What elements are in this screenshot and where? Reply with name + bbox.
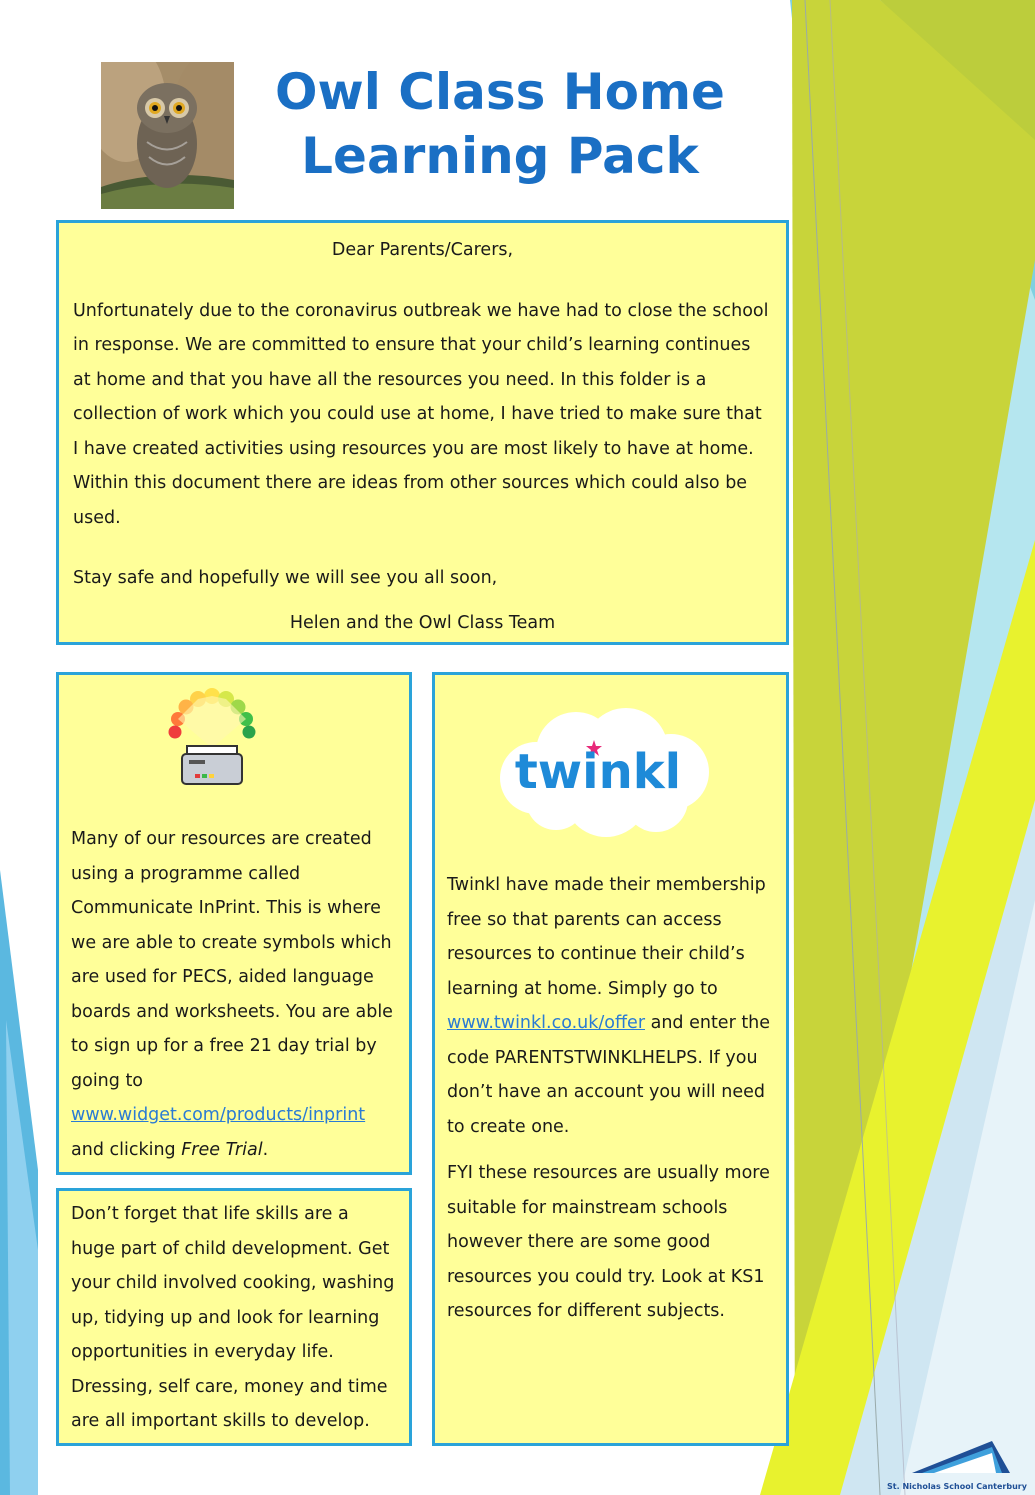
letter-panel [56, 220, 789, 645]
inprint-end: . [262, 1139, 269, 1160]
twinkl-fyi: FYI these resources are usually more suitable for mainstream schools however there are some good resources you could try. Look at KS1 resources for different subjects. [447, 1163, 770, 1321]
school-name: St. Nicholas School Canterbury [887, 1482, 1027, 1491]
owl-photo [101, 62, 234, 209]
school-logo [882, 1435, 1032, 1491]
inprint-link[interactable]: www.widget.com/products/inprint [71, 1105, 366, 1125]
page-title [260, 60, 740, 188]
lifeskills-text: Don’t forget that life skills are a huge part of child development. Get your child involved cooking, washing up, tidying up and look for learning opportunities in everyday life. Dressing, self care, money and time are all important skills to develop. [71, 1204, 395, 1431]
twinkl-code-text: and enter the code PARENTSTWINKLHELPS. If you don’t have an account you will need to create one. [447, 1013, 771, 1137]
twinkl-offer-link[interactable]: www.twinkl.co.uk/offer [447, 1013, 646, 1033]
inprint-description: Many of our resources are created using a programme called Communicate InPrint. This is where we are able to create symbols which are used for PECS, aided language boards and worksheets. You are able to sign up for a free 21 day trial by going to [71, 829, 393, 1091]
inprint-after-link: and clicking [71, 1139, 176, 1160]
school-roof-icon [882, 1435, 1032, 1481]
twinkl-description: Twinkl have made their membership free so that parents can access resources to continue their child’s learning at home. Simply go to [447, 875, 766, 999]
twinkl-logo-text: twinkl [514, 744, 682, 800]
letter-signature: Helen and the Owl Class Team [289, 612, 556, 633]
title-line-1: Owl Class Home [275, 63, 725, 121]
letter-greeting: Dear Parents/Carers, [331, 240, 514, 260]
twinkl-text [447, 868, 774, 1144]
inprint-text [71, 822, 397, 1167]
letter-body: Unfortunately due to the coronavirus outbreak we have had to close the school in response. We are committed to ensure that your child’s learning continues at home and that you have all the resources you need. In this folder is a collection of work which you could use at home, I have tried to make sure that I have created activities using resources you are most likely to have at home. Within this document there are ideas from other sources which could also be used. [73, 300, 769, 528]
letter-closing: Stay safe and hopefully we will see you all soon, [73, 568, 498, 588]
title-line-2: Learning Pack [301, 127, 699, 185]
twinkl-logo [496, 700, 716, 840]
free-trial-text: Free Trial [181, 1139, 263, 1160]
inprint-printer-icon [165, 680, 259, 790]
lifeskills-panel [56, 1188, 412, 1446]
